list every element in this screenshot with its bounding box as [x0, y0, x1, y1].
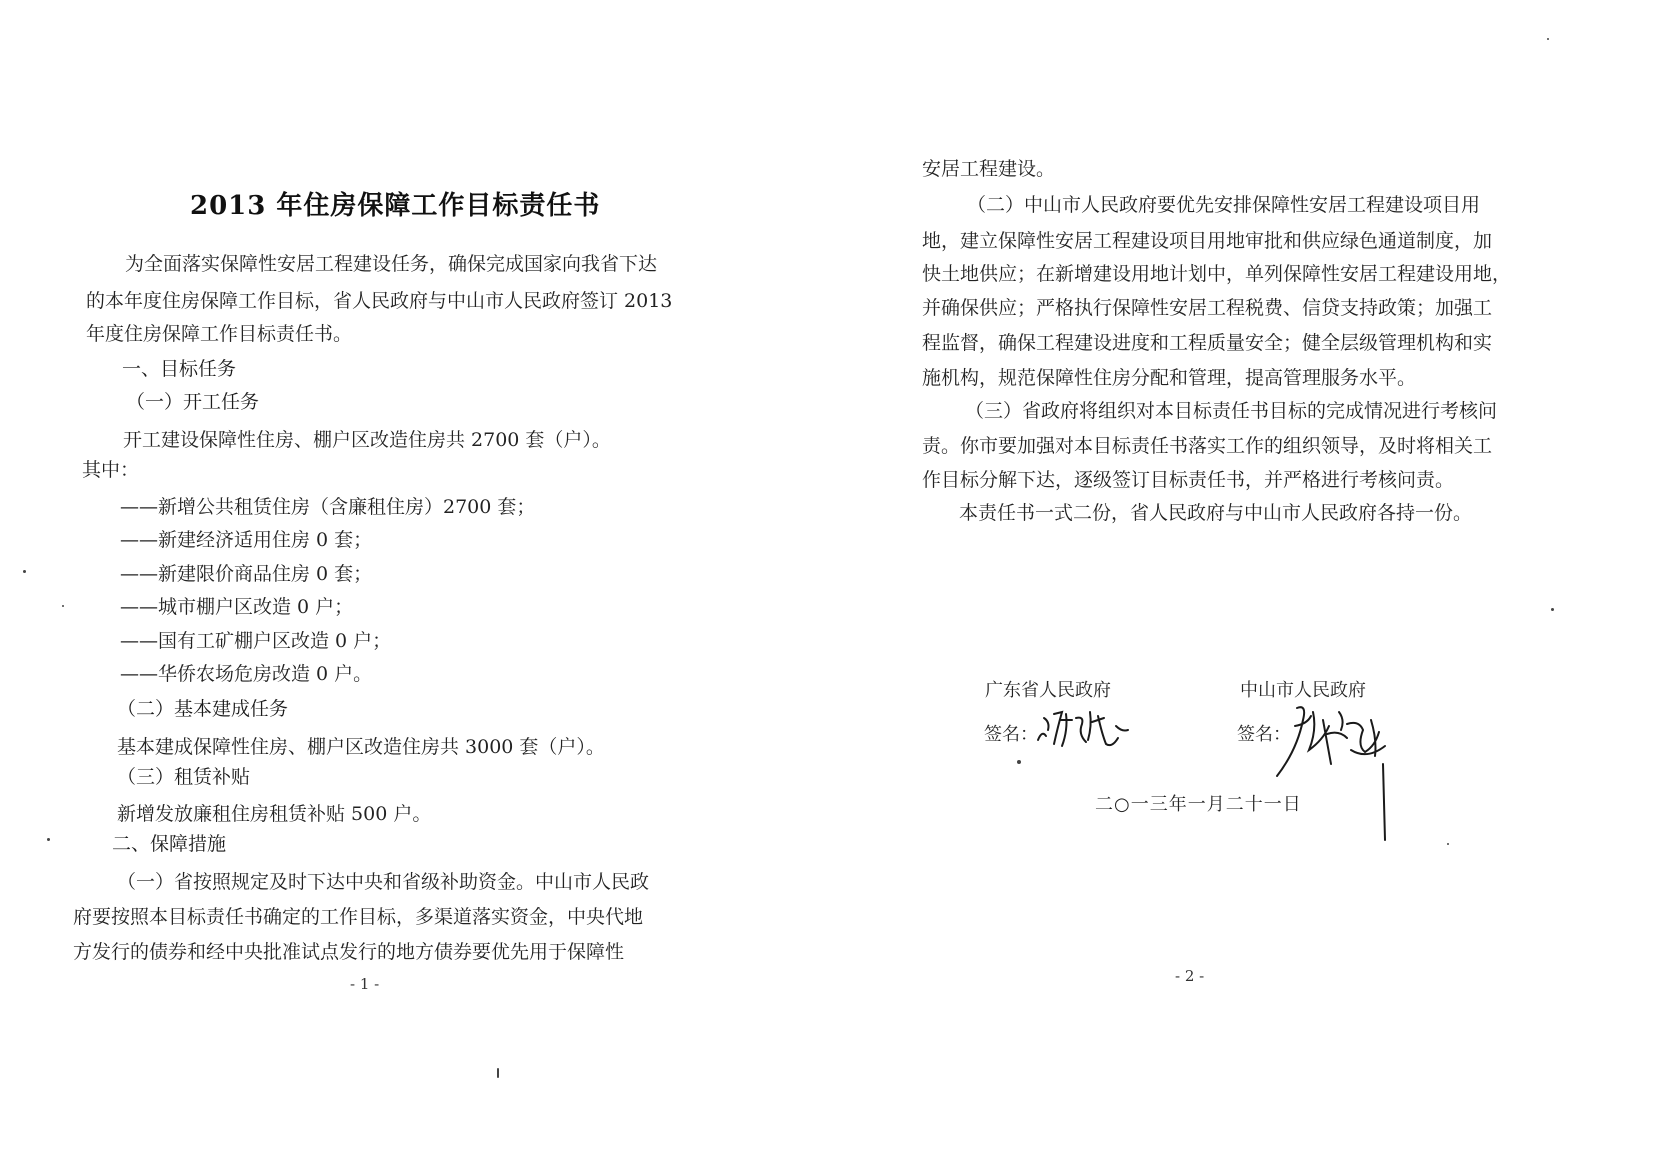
measures-line: 责。你市要加强对本目标责任书落实工作的组织领导，及时将相关工	[922, 435, 1493, 457]
page-number-1: - 1 -	[350, 975, 380, 993]
task-list-item: ——国有工矿棚户区改造 0 户；	[120, 630, 392, 652]
party-b-sign-label: 签名：	[1237, 724, 1291, 745]
measures-line: 作目标分解下达，逐级签订目标责任书，并严格进行考核问责。	[922, 469, 1455, 491]
party-a-name: 广东省人民政府	[985, 680, 1111, 701]
intro-line: 为全面落实保障性安居工程建设任务，确保完成国家向我省下达	[125, 253, 658, 275]
subsidy-text: 新增发放廉租住房租赁补贴 500 户。	[117, 803, 432, 825]
document-title: 2013 年住房保障工作目标责任书	[190, 191, 601, 221]
measures-line: 府要按照本目标责任书确定的工作目标，多渠道落实资金，中央代地	[73, 906, 644, 928]
scan-speck	[23, 570, 26, 573]
measures-line: 快土地供应；在新增建设用地计划中，单列保障性安居工程建设用地，	[922, 263, 1512, 285]
page-2	[827, 0, 1654, 1169]
scan-speck	[62, 605, 64, 607]
subsection-heading-subsidy: （三）租赁补贴	[117, 766, 251, 788]
subsection-heading-completion: （二）基本建成任务	[117, 698, 289, 720]
copies-line: 本责任书一式二份，省人民政府与中山市人民政府各持一份。	[959, 502, 1473, 524]
signature-party-a	[1032, 700, 1142, 760]
task-list-item: ——城市棚户区改造 0 户；	[120, 596, 354, 618]
scan-speck	[1551, 608, 1554, 611]
measures-line: （三）省政府将组织对本目标责任书目标的完成情况进行考核问	[965, 400, 1498, 422]
qizhong-label: 其中：	[82, 459, 140, 481]
completion-task-text: 基本建成保障性住房、棚户区改造住房共 3000 套（户）。	[117, 736, 605, 758]
party-b-name: 中山市人民政府	[1240, 680, 1366, 701]
scan-speck	[47, 838, 50, 841]
party-a-sign-label: 签名：	[984, 724, 1038, 745]
measures-line: 方发行的债券和经中央批准试点发行的地方债券要优先用于保障性	[73, 941, 625, 963]
section-heading-measures: 二、保障措施	[112, 833, 227, 855]
measures-line: 施机构，规范保障性住房分配和管理，提高管理服务水平。	[922, 367, 1417, 389]
scan-speck	[1447, 843, 1449, 845]
measures-line: （一）省按照规定及时下达中央和省级补助资金。中山市人民政	[117, 871, 650, 893]
scan-speck	[497, 1068, 499, 1078]
task-list-item: ——华侨农场危房改造 0 户。	[120, 663, 373, 685]
intro-line: 的本年度住房保障工作目标，省人民政府与中山市人民政府签订 2013	[86, 290, 673, 312]
signing-date: 二○一三年一月二十一日	[1095, 794, 1302, 815]
task-list-item: ——新增公共租赁住房（含廉租住房）2700 套；	[120, 496, 536, 518]
measures-line: （二）中山市人民政府要优先安排保障性安居工程建设项目用	[967, 194, 1481, 216]
signature-party-b	[1267, 690, 1407, 850]
section-heading-targets: 一、目标任务	[122, 358, 237, 380]
subsection-heading-start: （一）开工任务	[126, 391, 260, 413]
task-list-item: ——新建限价商品住房 0 套；	[120, 563, 373, 585]
intro-line: 年度住房保障工作目标责任书。	[86, 323, 353, 345]
measures-line: 并确保供应；严格执行保障性安居工程税费、信贷支持政策；加强工	[922, 297, 1493, 319]
page-number-2: - 2 -	[1175, 967, 1205, 985]
scan-speck	[1547, 38, 1549, 40]
continued-line: 安居工程建设。	[922, 158, 1056, 180]
scan-speck	[1017, 760, 1021, 764]
task-list-item: ——新建经济适用住房 0 套；	[120, 529, 373, 551]
measures-line: 程监督，确保工程建设进度和工程质量安全；健全层级管理机构和实	[922, 332, 1493, 354]
measures-line: 地，建立保障性安居工程建设项目用地审批和供应绿色通道制度，加	[922, 230, 1493, 252]
start-task-text: 开工建设保障性住房、棚户区改造住房共 2700 套（户）。	[123, 429, 611, 451]
